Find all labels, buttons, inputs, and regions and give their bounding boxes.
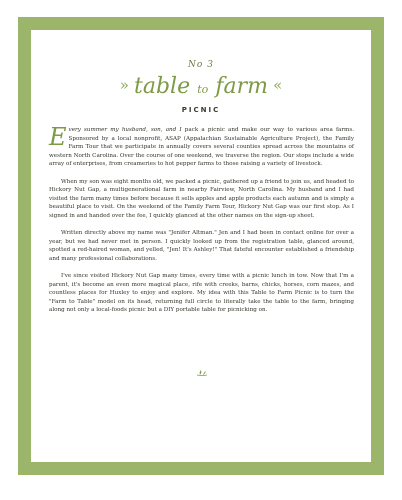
body-text (49, 123, 354, 324)
right-ornament: « (273, 76, 283, 94)
paragraph-4: I've since visited Hickory Nut Gap many times, every time with a picnic lunch in tow. Now that I'm a parent, it's become an even more magical place, rife with creeks, barns, chicks, horses, corn mazes, and countless places for Huxley to enjoy and explore. My idea with this Table to Farm Picnic is to turn the "Farm to Table" model on its head, returning full circle to literally take the table to the farm, bringing along not only a local-foods picnic but a DIY portable table for picnicking on. (49, 273, 354, 314)
title-connector: to (197, 83, 209, 96)
chapter-number: No 3 (188, 60, 214, 70)
title-word-farm: farm (215, 74, 268, 99)
title-word-table: table (134, 74, 191, 99)
book-page (31, 30, 371, 462)
lead-in-text: very summer my husband, son, and I (68, 127, 182, 133)
drop-cap: E (49, 123, 67, 151)
sprig-ornament-icon (196, 369, 208, 377)
left-ornament: » (119, 76, 129, 94)
page-title (31, 74, 371, 99)
paragraph-2: When my son was eight months old, we packed a picnic, gathered up a friend to join us, and headed to Hickory Nut Gap, a multigenerational farm in nearby Fairview, North Carolina. My husband and I had visited the farm many times before because it sells apples and apple products each autumn and is simply a beautiful place to visit. On the weekend of the Family Farm Tour, Hickory Nut Gap was our first stop. As I signed in and handed over the fee, I quickly glanced at the other names on the sign-up sheet. (49, 178, 354, 219)
page-subtitle: PICNIC (181, 106, 221, 114)
paragraph-1-text: pack a picnic and make our way to various area farms. Sponsored by a local nonprofit, ASAP (Appalachian Sustainable Agriculture Project), the Family Farm Tour that we participate in annually covers several counties spread across the mountains of western North Carolina. Over the course of one weekend, we traverse the region. Our stops include a wide array of enterprises, from creameries to hot pepper farms to those raising a variety of livestock. (49, 127, 354, 168)
paragraph-3: Written directly above my name was "Jenifer Altman." Jen and I had been in contact online for over a year, but we had never met in person. I quickly looked up from the registration table, glanced around, spotted a red-haired woman, and yelled, "Jen! It's Ashley!" That fateful encounter established a friendship and many professional collaborations. (49, 230, 354, 262)
paragraph-1 (49, 123, 354, 169)
